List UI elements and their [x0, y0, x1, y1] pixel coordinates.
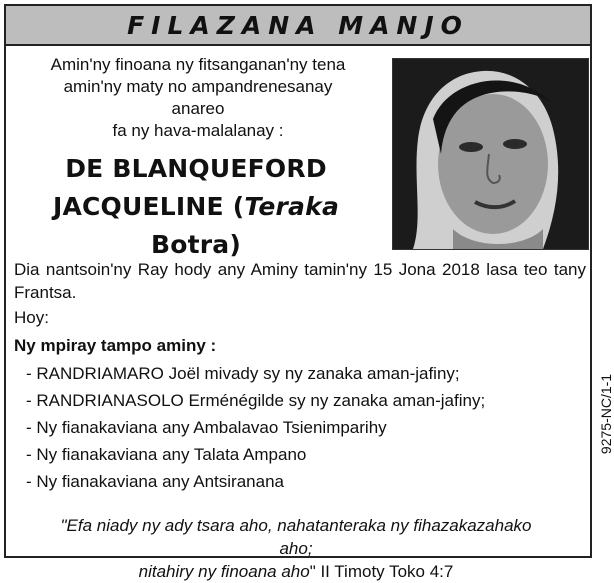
announcement-text: Dia nantsoin'ny Ray hody any Aminy tamin'ny 15 Jona 2018 lasa teo tany Frantsa. — [14, 260, 586, 302]
family-list — [26, 362, 485, 497]
quote-line-2: nitahiry ny finoana aho — [138, 562, 310, 581]
quote-line-1: "Efa niady ny ady tsara aho, nahatanteraka ny fihazakazahako aho; — [60, 516, 532, 558]
portrait-icon — [393, 59, 588, 249]
maiden-name-text: Botra) — [150, 230, 241, 259]
list-item: - Ny fianakaviana any Talata Ampano — [26, 445, 307, 464]
given-name-text: JACQUELINE ( — [52, 192, 245, 221]
header-title: FILAZANA MANJO — [127, 10, 469, 40]
announcement-frame — [4, 4, 614, 581]
list-item: - RANDRIANASOLO Erménégilde sy ny zanaka aman-jafiny; — [26, 391, 486, 410]
deceased-name — [14, 150, 378, 264]
portrait-photo — [392, 58, 589, 250]
list-item: - RANDRIAMARO Joël mivady sy ny zanaka aman-jafiny; — [26, 364, 460, 383]
intro-line-1: Amin'ny finoana ny fitsanganan'ny tena — [50, 55, 346, 74]
quote-citation: " II Timoty Toko 4:7 — [309, 562, 454, 581]
intro-line-3: fa ny hava-malalanay : — [112, 121, 284, 140]
hoy-label: Hoy: — [14, 308, 49, 327]
family-heading: Ny mpiray tampo aminy : — [14, 336, 217, 355]
reference-code: 9275-NC/1-1 — [598, 373, 614, 455]
birth-label: Teraka — [244, 192, 340, 221]
intro-line-2: amin'ny maty no ampandrenesanay anareo — [63, 77, 333, 118]
header-banner — [6, 6, 590, 46]
bible-quote — [46, 514, 546, 583]
deceased-surname: DE BLANQUEFORD — [65, 154, 327, 183]
deceased-given-name — [14, 188, 378, 264]
intro-text — [36, 54, 360, 142]
list-item: - Ny fianakaviana any Antsiranana — [26, 472, 284, 491]
list-item: - Ny fianakaviana any Ambalavao Tsienimparihy — [26, 418, 387, 437]
